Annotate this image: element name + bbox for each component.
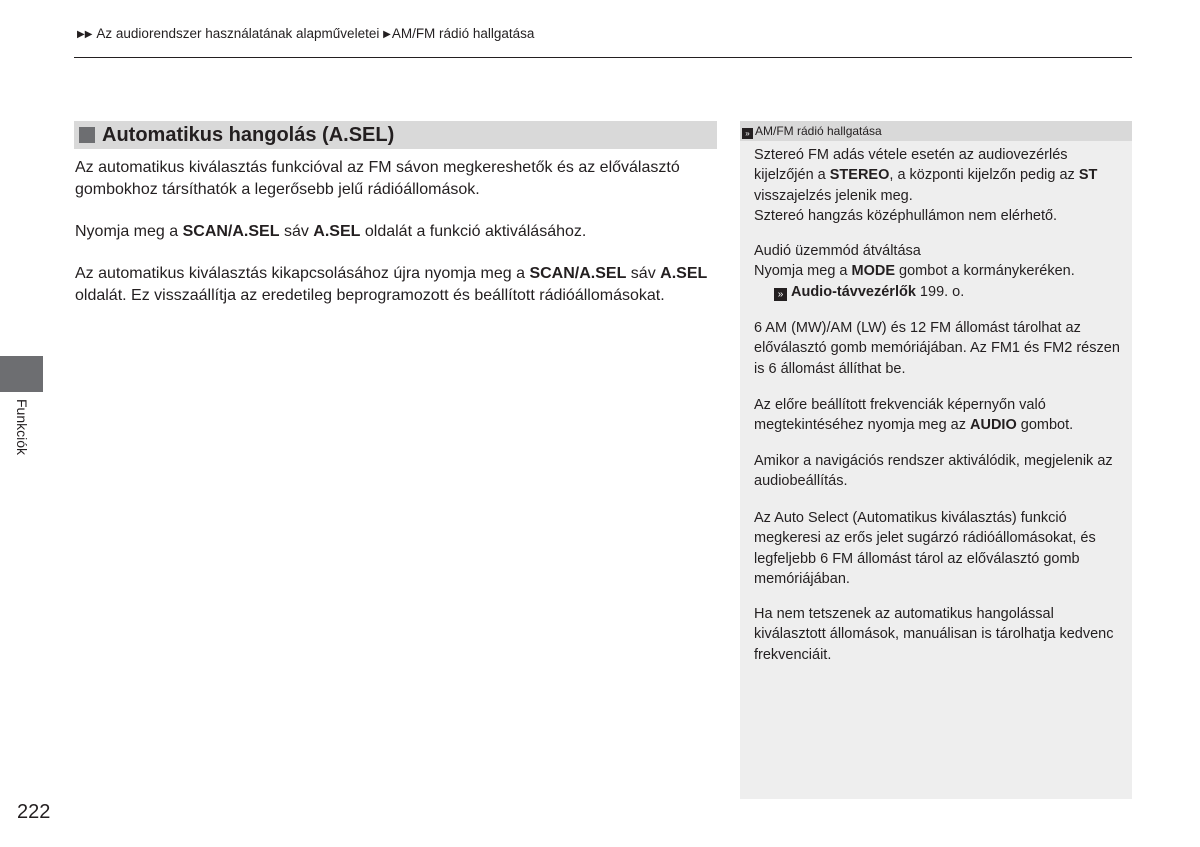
section-title: Automatikus hangolás (A.SEL) (102, 123, 395, 146)
note-auto-select: Az Auto Select (Automatikus kiválasztás) funkció megkeresi az erős jelet sugárzó rádióállomásokat, és legfeljebb 6 FM állomást tárol az előválasztó gomb memóriájában. (754, 510, 1096, 587)
reference-arrow-icon: » (742, 128, 753, 139)
note-presets: 6 AM (MW)/AM (LW) és 12 FM állomást tárolhat az előválasztó gomb memóriájában. Az FM1 és FM2 részen is 6 állomást állíthat be. (754, 320, 1120, 377)
chapter-tab (0, 356, 43, 392)
notes-panel-title: AM/FM rádió hallgatása (755, 124, 882, 138)
header-rule (74, 57, 1132, 58)
note-navigation: Amikor a navigációs rendszer aktiválódik, megjelenik az audiobeállítás. (754, 453, 1113, 490)
arrow-icon: ▶ (383, 29, 391, 40)
double-arrow-icon: ▶▶ (77, 29, 93, 40)
page-number: 222 (17, 801, 51, 823)
breadcrumb-topic: AM/FM rádió hallgatása (391, 26, 535, 41)
square-bullet-icon (79, 127, 95, 143)
breadcrumb-chapter: Az audiorendszer használatának alapműveletei (96, 26, 380, 41)
section-heading (74, 121, 717, 149)
intro-paragraph: Az automatikus kiválasztás funkcióval az FM sávon megkereshetők és az előválasztó gombokhoz társíthatók a legerősebb jelű rádióállomások. (75, 159, 680, 198)
activate-paragraph: Nyomja meg a SCAN/A.SEL sáv A.SEL oldalát a funkció aktiválásához. (75, 223, 587, 240)
notes-panel (740, 121, 1132, 799)
note-audio-mode: Audió üzemmód átváltása Nyomja meg a MODE gombot a kormánykeréken. » Audio-távvezérlők 199. o. (754, 241, 1124, 302)
deactivate-paragraph: Az automatikus kiválasztás kikapcsolásához újra nyomja meg a SCAN/A.SEL sáv A.SEL oldalát. Ez visszaállítja az eredetileg beprogramozott és beállított rádióállomásokat. (75, 265, 708, 304)
notes-panel-header (740, 121, 1132, 141)
cross-reference-link[interactable]: Audio-távvezérlők (791, 283, 916, 300)
note-manual-store: Ha nem tetszenek az automatikus hangolással kiválasztott állomások, manuálisan is tárolhatja kedvenc frekvenciáit. (754, 606, 1114, 663)
note-stereo: Sztereó FM adás vétele esetén az audiovezérlés kijelzőjén a STEREO, a központi kijelzőn pedig az ST visszajelzés jelenik meg. Sztereó hangzás középhullámon nem elérhető. (754, 147, 1098, 224)
breadcrumb (77, 26, 534, 41)
chapter-tab-label: Funkciók (14, 398, 30, 456)
note-preset-display: Az előre beállított frekvenciák képernyőn való megtekintéséhez nyomja meg az AUDIO gombot. (754, 397, 1074, 434)
cross-reference[interactable]: » Audio-távvezérlők 199. o. (754, 282, 964, 302)
cross-reference-icon: » (774, 288, 787, 301)
